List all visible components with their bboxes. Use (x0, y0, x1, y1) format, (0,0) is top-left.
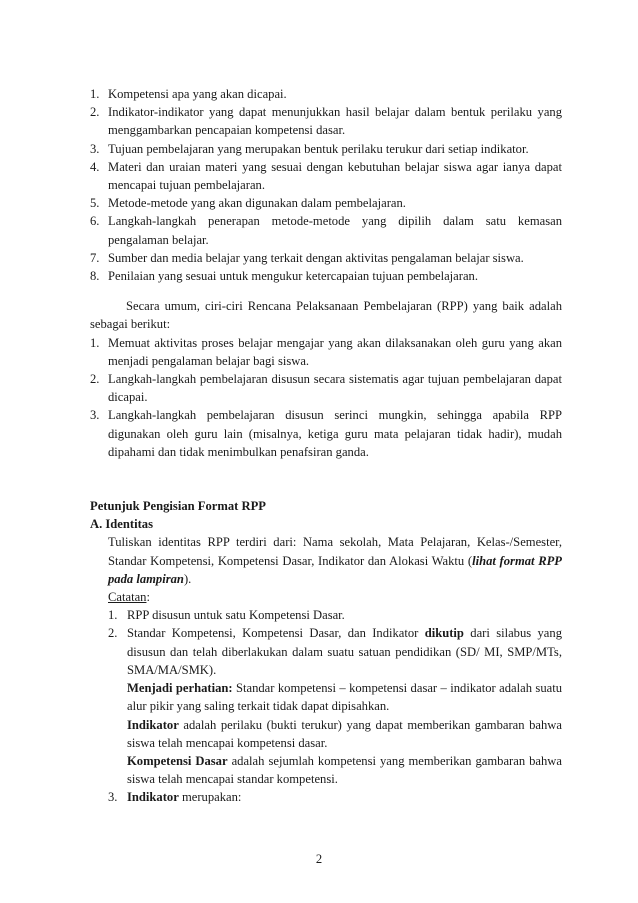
list-item: 2. Indikator-indikator yang dapat menunjukkan hasil belajar dalam bentuk perilaku yang menggambarkan pencapaian kompetensi dasar. (90, 105, 562, 138)
catatan-list (108, 606, 562, 806)
list-item: 3. Langkah-langkah pembelajaran disusun serinci mungkin, sehingga apabila RPP digunakan oleh guru lain (misalnya, ketiga guru mata pelajaran tidak hadir), mudah dipahami dan tidak menimbulkan penafsiran ganda. (90, 408, 562, 459)
list-item: 4. Materi dan uraian materi yang sesuai dengan kebutuhan belajar siswa agar ianya dapat mencapai tujuan pembelajaran. (90, 159, 562, 193)
note-perhatian: Menjadi perhatian: Standar kompetensi – kompetensi dasar – indikator adalah suatu alur pikir yang saling terkait tidak dapat dipisahkan. (127, 681, 563, 714)
intro-paragraph: Secara umum, ciri-ciri Rencana Pelaksanaan Pembelajaran (RPP) yang baik adalah sebagai berikut: (90, 299, 562, 332)
list-item: 1. RPP disusun untuk satu Kompetensi Dasar. (108, 608, 345, 623)
page-number: 2 (315, 852, 323, 866)
note-kompetensi-dasar: Kompetensi Dasar adalah sejumlah kompetensi yang memberikan gambaran bahwa siswa telah mencapai standar kompetensi. (127, 753, 562, 787)
list-item: 6. Langkah-langkah penerapan metode-metode yang dipilih dalam satu kemasan pengalaman belajar. (90, 214, 562, 247)
list-item: 2. Standar Kompetensi, Kompetensi Dasar, dan Indikator dikutip dari silabus yang disusun dan telah diberlakukan dalam suatu satuan pendidikan (SD/ MI, SMP/MTs, SMA/MA/SMK). Menjadi perhatian: Standar kompetensi – kompetensi dasar – indikator adalah suatu alur pikir yang saling terkait tidak dapat dipisahkan. Indikator adalah perilaku (bukti terukur) yang dapat memberikan gambaran bahwa siswa telah mencapai kompetensi dasar. Kompetensi Dasar adalah sejumlah kompetensi yang memberikan gambaran bahwa siswa telah mencapai standar kompetensi. (108, 624, 562, 788)
note-indikator: Indikator adalah perilaku (bukti terukur) yang dapat memberikan gambaran bahwa siswa telah mencapai kompetensi dasar. (127, 717, 562, 750)
standar-paragraph: Standar Kompetensi, Kompetensi Dasar, dan Indikator dikutip dari silabus yang disusun dan telah diberlakukan dalam suatu satuan pendidikan (SD/ MI, SMP/MTs, SMA/MA/SMK). (127, 626, 562, 677)
list-item: 3. Tujuan pembelajaran yang merupakan bentuk perilaku terukur dari setiap indikator. (90, 141, 529, 156)
page-content (90, 85, 562, 807)
identity-paragraph: Tuliskan identitas RPP terdiri dari: Nama sekolah, Mata Pelajaran, Kelas-/Semester, Standar Kompetensi, Kompetensi Dasar, Indikator dan Alokasi Waktu (lihat format RPP pada lampiran). (108, 535, 562, 586)
list-item: 2. Langkah-langkah pembelajaran disusun secara sistematis agar tujuan pembelajaran dapat dicapai. (90, 372, 562, 405)
list-item: 8. Penilaian yang sesuai untuk mengukur ketercapaian tujuan pembelajaran. (90, 269, 478, 284)
section-a-body (90, 533, 562, 806)
list-item: 1. Kompetensi apa yang akan dicapai. (90, 87, 287, 101)
catatan-label: Catatan: (108, 590, 150, 605)
rpp-characteristics-list (90, 334, 562, 461)
rpp-components-list (90, 85, 562, 285)
list-item: 5. Metode-metode yang akan digunakan dalam pembelajaran. (90, 196, 406, 211)
section-a-title: A. Identitas (90, 517, 153, 532)
list-item: 1. Memuat aktivitas proses belajar mengajar yang akan dilaksanakan oleh guru yang akan menjadi pengalaman belajar bagi siswa. (90, 335, 562, 368)
list-item: 3. Indikator merupakan: (108, 790, 242, 805)
section-heading: Petunjuk Pengisian Format RPP (90, 499, 266, 514)
list-item: 7. Sumber dan media belajar yang terkait dengan aktivitas pengalaman belajar siswa. (90, 250, 524, 265)
